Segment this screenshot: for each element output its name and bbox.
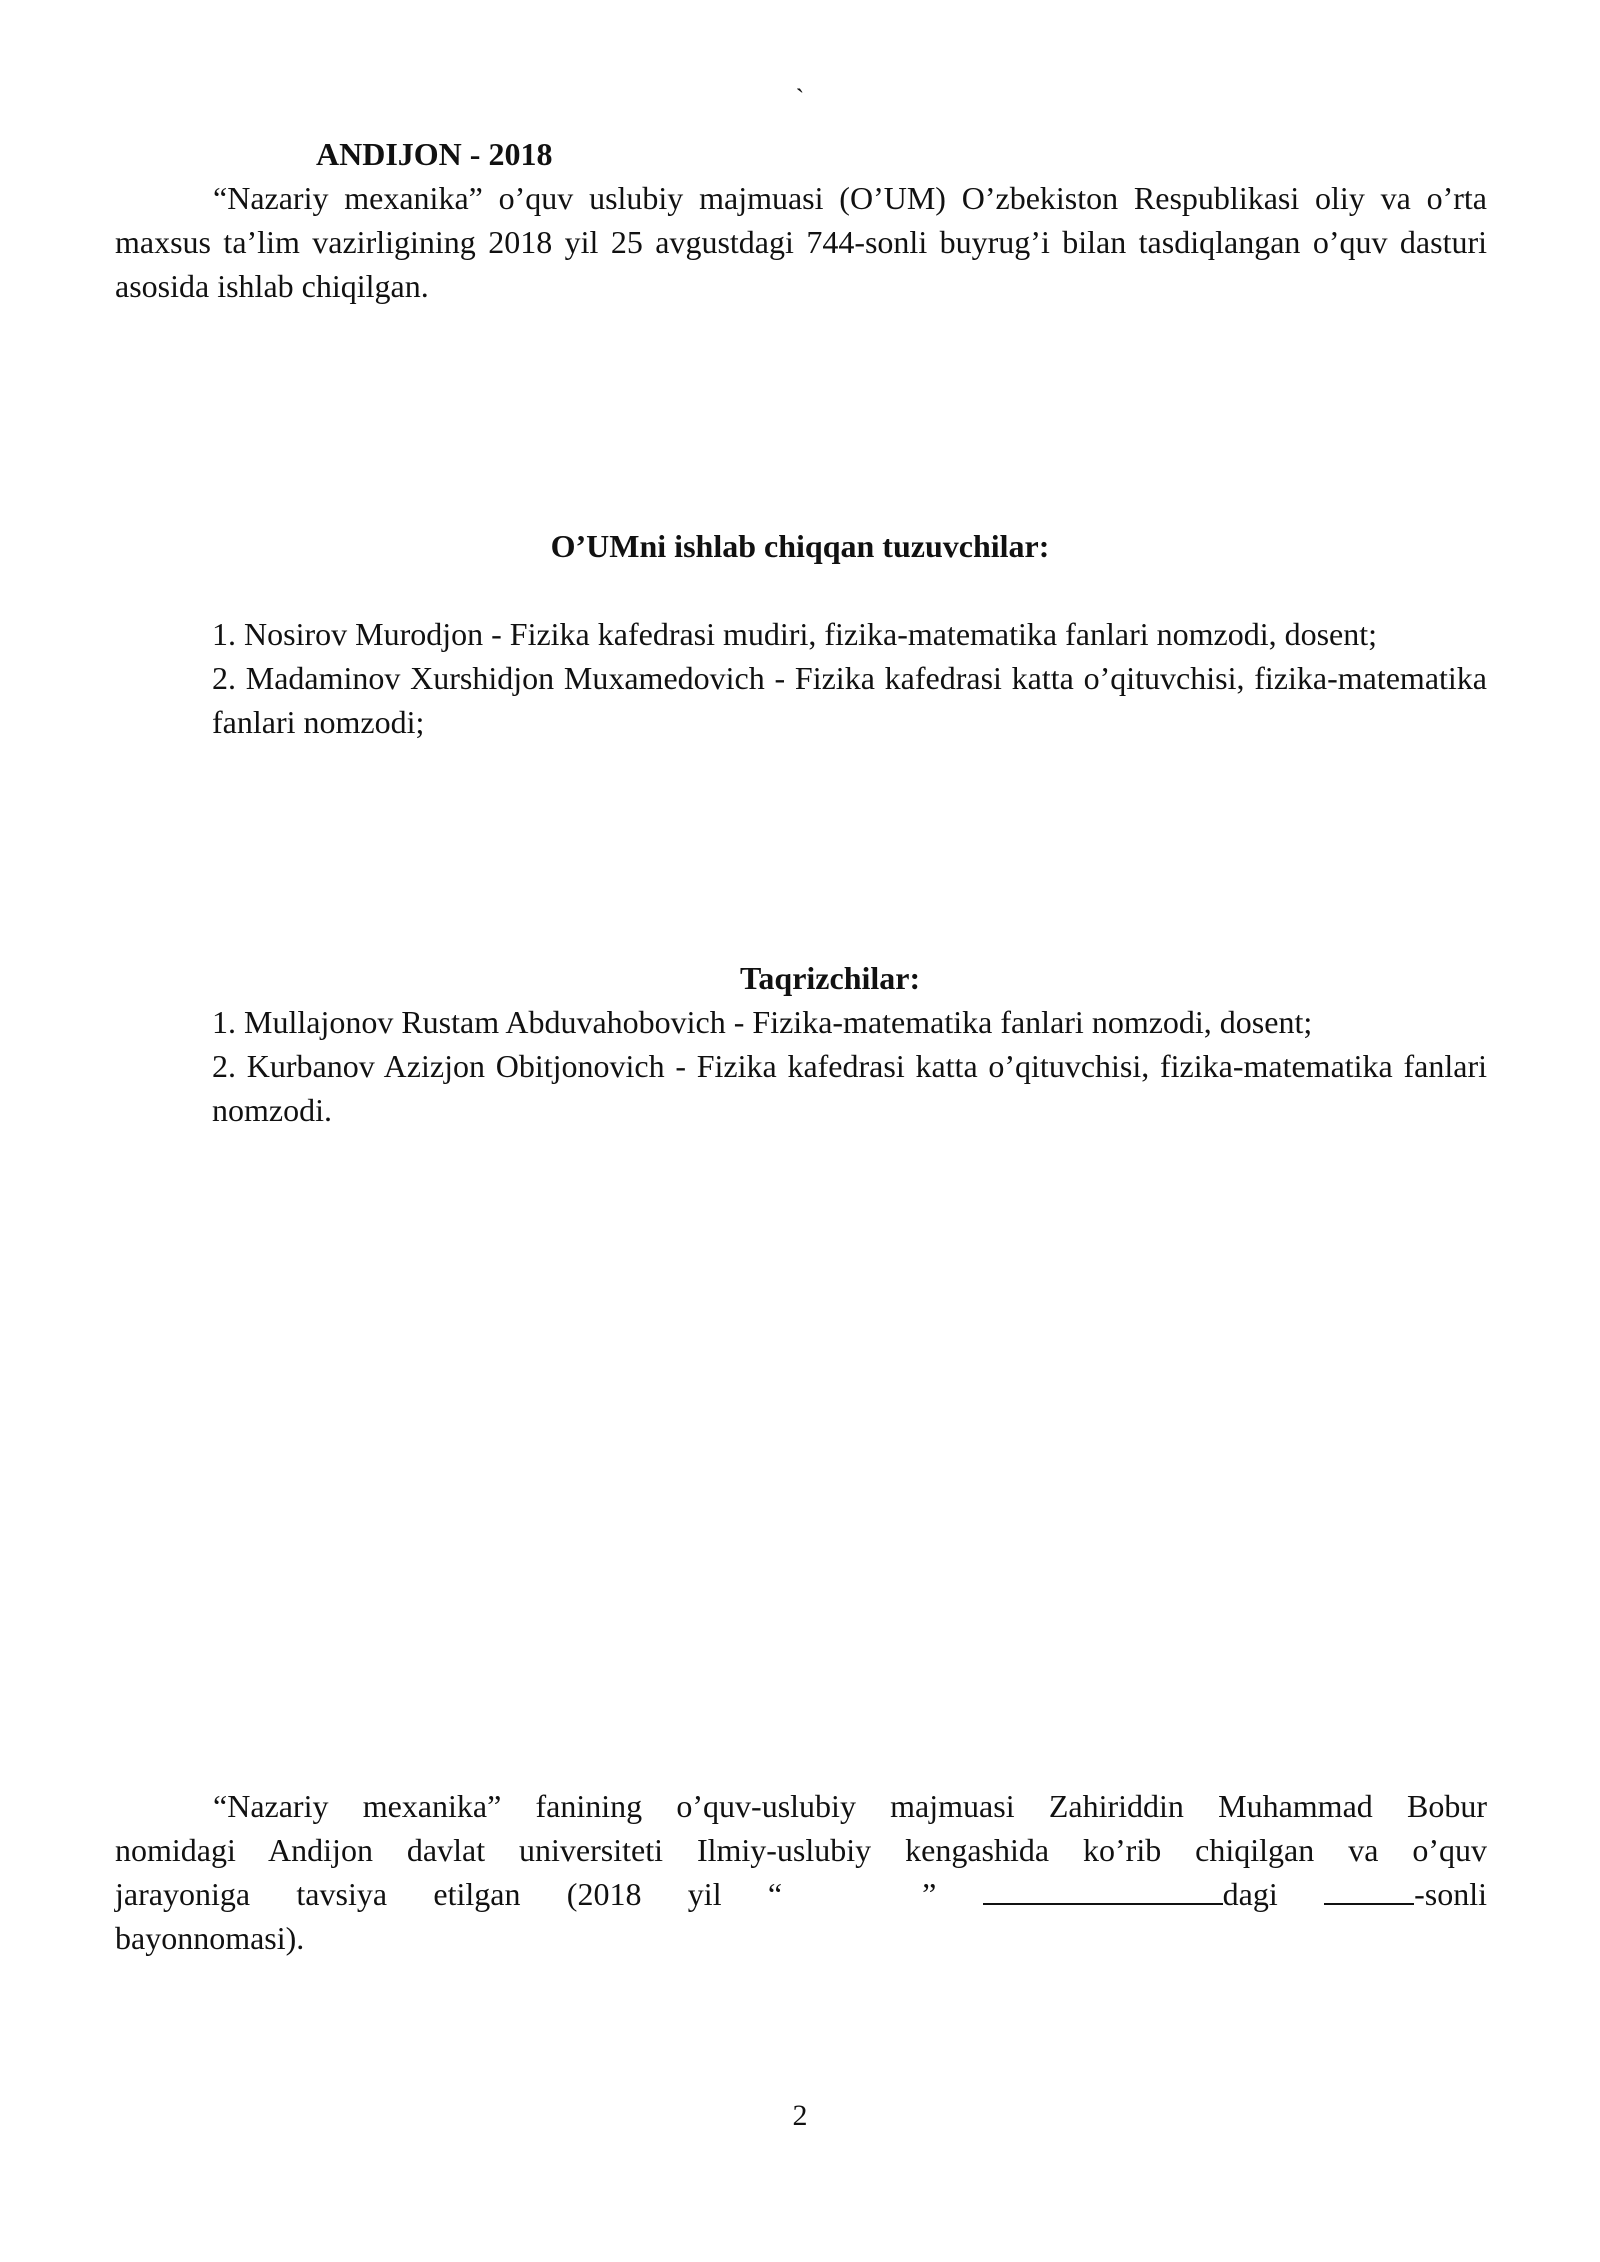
approval-line: bayonnomasi).	[115, 1920, 305, 1956]
authors-heading: O’UMni ishlab chiqqan tuzuvchilar:	[550, 528, 1050, 564]
intro-paragraph: “Nazariy mexanika” o’quv uslubiy majmuasi (O’UM) O’zbekiston Respublikasi oliy va o’rta maxsus ta’lim vazirligining 2018 yil 25 avgustdagi 744-sonli buyrug’i bilan tasdiqlangan o’quv dasturi asosida ishlab chiqilgan.	[115, 180, 1487, 304]
top-mark: `	[795, 84, 805, 113]
approval-date-prefix: jarayoniga tavsiya etilgan (2018 yil	[115, 1876, 722, 1912]
reviewers-heading: Taqrizchilar:	[740, 960, 921, 996]
authors-list	[212, 612, 1487, 744]
open-quote: “	[767, 1876, 783, 1912]
approval-line: “Nazariy mexanika” fanining o’quv-uslubiy majmuasi Zahiriddin Muhammad Bobur	[213, 1788, 1487, 1824]
number-underline	[1324, 1873, 1414, 1905]
date-underline	[983, 1873, 1223, 1905]
approval-line-date	[115, 1872, 1487, 1916]
author-item: 1. Nosirov Murodjon - Fizika kafedrasi mudiri, fizika-matematika fanlari nomzodi, dosent;	[212, 616, 1378, 652]
approval-paragraph	[115, 1784, 1487, 1960]
page-number: 2	[792, 2099, 808, 2132]
number-blank	[1324, 1876, 1487, 1912]
author-item: 2. Madaminov Xurshidjon Muxamedovich - Fizika kafedrasi katta o’qituvchisi, fizika-matematika fanlari nomzodi;	[212, 660, 1487, 740]
approval-line: nomidagi Andijon davlat universiteti Ilmiy-uslubiy kengashida ko’rib chiqilgan va o’quv	[115, 1832, 1487, 1868]
reviewer-item: 2. Kurbanov Azizjon Obitjonovich - Fizika kafedrasi katta o’qituvchisi, fizika-matematika fanlari nomzodi.	[212, 1048, 1487, 1128]
close-quote: ”	[922, 1876, 937, 1912]
reviewers-list	[212, 1000, 1487, 1132]
sonli-suffix: -sonli	[1414, 1876, 1487, 1912]
reviewer-item: 1. Mullajonov Rustam Abduvahobovich - Fizika-matematika fanlari nomzodi, dosent;	[212, 1004, 1313, 1040]
dagi-suffix: dagi	[1222, 1876, 1278, 1912]
date-blank	[983, 1876, 1278, 1912]
city-year-title: ANDIJON - 2018	[316, 136, 553, 172]
